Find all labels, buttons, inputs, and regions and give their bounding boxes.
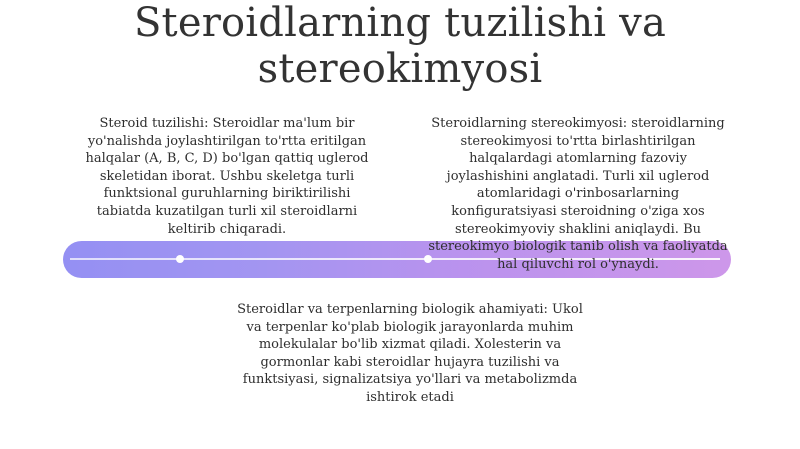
steroid-stereochemistry-text: Steroidlarning stereokimyosi: steroidlarning stereokimyosi to'rtta birlashtirilgan halqalardagi atomlarning fazoviy joylashishini anglatadi. Turli xil uglerod atomlaridagi o'rinbosarlarning konfiguratsiyasi steroidning o'ziga xos stereokimyoviy shaklini aniqlaydi. Bu stereokimyo biologik tanib olish va faoliyatda hal qiluvchi rol o'ynaydi.	[428, 116, 728, 272]
steroid-structure-text: Steroid tuzilishi: Steroidlar ma'lum bir yo'nalishda joylashtirilgan to'rtta eritilgan halqalar (A, B, C, D) bo'lgan qattiq uglerod skeletidan iborat. Ushbu skeletga turli funktsional guruhlarning biriktirilishi tabiatda kuzatilgan turli xil steroidlarni keltirib chiqaradi.	[85, 116, 369, 237]
timeline-marker-1	[176, 255, 184, 263]
slide-title: Steroidlarning tuzilishi va stereokimyosi	[133, 0, 667, 92]
biological-significance-text: Steroidlar va terpenlarning biologik ahamiyati: Ukol va terpenlar ko'plab biologik jarayonlarda muhim molekulalar bo'lib xizmat qiladi. Xolesterin va gormonlar kabi steroidlar hujayra tuzilishi va funktsiyasi, signalizatsiya yo'llari va metabolizmda ishtirok etadi	[237, 302, 583, 405]
